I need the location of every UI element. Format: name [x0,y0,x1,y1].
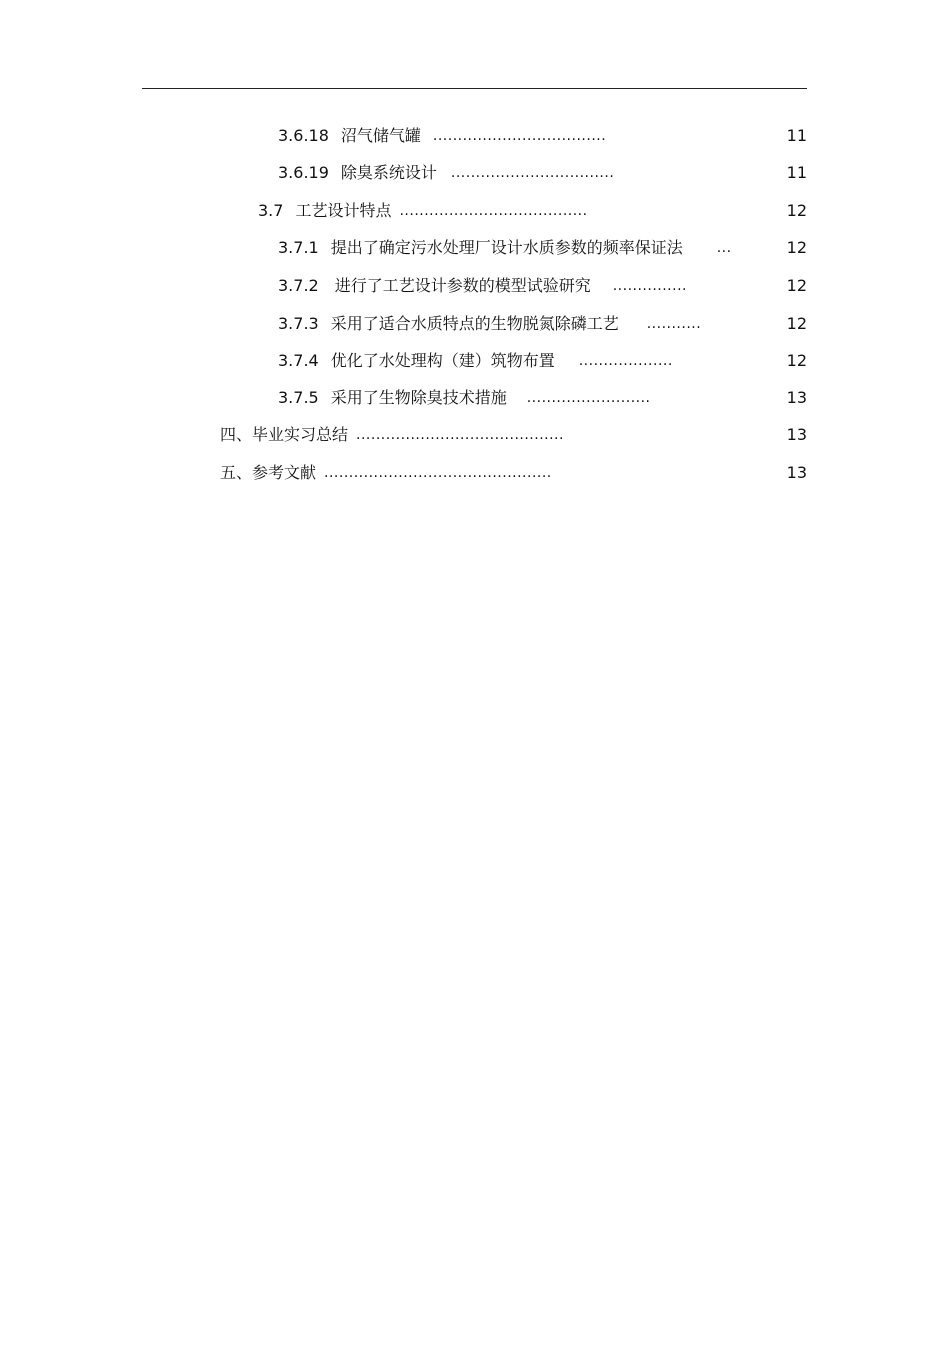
toc-entry-number: 3.6.18 [278,126,329,145]
toc-entry-number: 五、 [220,463,253,482]
toc-entry-title: 采用了适合水质特点的生物脱氮除磷工艺 [330,314,619,333]
toc-entry-number: 四、 [220,425,253,444]
toc-entry[interactable] [278,274,687,298]
toc-entry-number: 3.7.4 [278,351,319,370]
toc-entry-title: 工艺设计特点 [295,201,392,220]
toc-entry-leader: ........... [646,316,702,332]
toc-entry-page: 12 [786,238,807,257]
toc-entry-title: 沼气储气罐 [340,126,421,145]
toc-entry[interactable] [220,423,564,447]
toc-entry-number: 3.7.5 [278,388,319,407]
toc-entry-page: 12 [786,201,807,220]
toc-entry-page: 13 [786,463,807,482]
toc-entry-leader: ................................. [450,165,615,181]
toc-entry-page: 12 [786,276,807,295]
toc-entry[interactable] [278,312,701,336]
toc-entry-page: 11 [786,163,807,182]
toc-entry-title: 优化了水处理构（建）筑物布置 [330,351,555,370]
toc-entry-leader: ................................... [432,128,607,144]
toc-entry[interactable] [278,386,651,410]
toc-entry-page: 12 [786,351,807,370]
toc-entry-title: 参考文献 [252,463,317,482]
toc-entry[interactable] [278,124,606,148]
toc-entry-number: 3.7.3 [278,314,319,333]
toc-entry-leader: .......................................... [356,427,564,443]
toc-entry-page: 12 [786,314,807,333]
toc-entry-title: 提出了确定污水处理厂设计水质参数的频率保证法 [330,238,683,257]
toc-entry-leader: ......................... [526,390,651,406]
toc-entry-title: 采用了生物除臭技术措施 [330,388,507,407]
toc-entry-leader: .............................................. [324,465,552,481]
toc-entry-leader: ... [716,240,732,256]
toc-entry[interactable] [278,349,673,373]
toc-entry-title: 进行了工艺设计参数的模型试验研究 [334,276,591,295]
toc-entry-leader: ................... [578,353,673,369]
toc-entry-number: 3.7 [258,201,284,220]
toc-entry[interactable] [220,461,552,485]
toc-entry-page: 13 [786,388,807,407]
toc-entry-leader: ............... [612,278,687,294]
toc-entry-number: 3.6.19 [278,163,329,182]
toc-entry-number: 3.7.2 [278,276,319,295]
toc-entry[interactable] [278,236,732,260]
toc-entry-leader: ...................................... [399,203,588,219]
toc-entry-page: 11 [786,126,807,145]
header-rule [142,88,807,89]
toc-entry-page: 13 [786,425,807,444]
toc-entry-number: 3.7.1 [278,238,319,257]
toc-entry[interactable] [278,161,614,185]
toc-entry-title: 除臭系统设计 [340,163,437,182]
toc-entry-title: 毕业实习总结 [252,425,349,444]
toc-entry[interactable] [258,199,588,223]
